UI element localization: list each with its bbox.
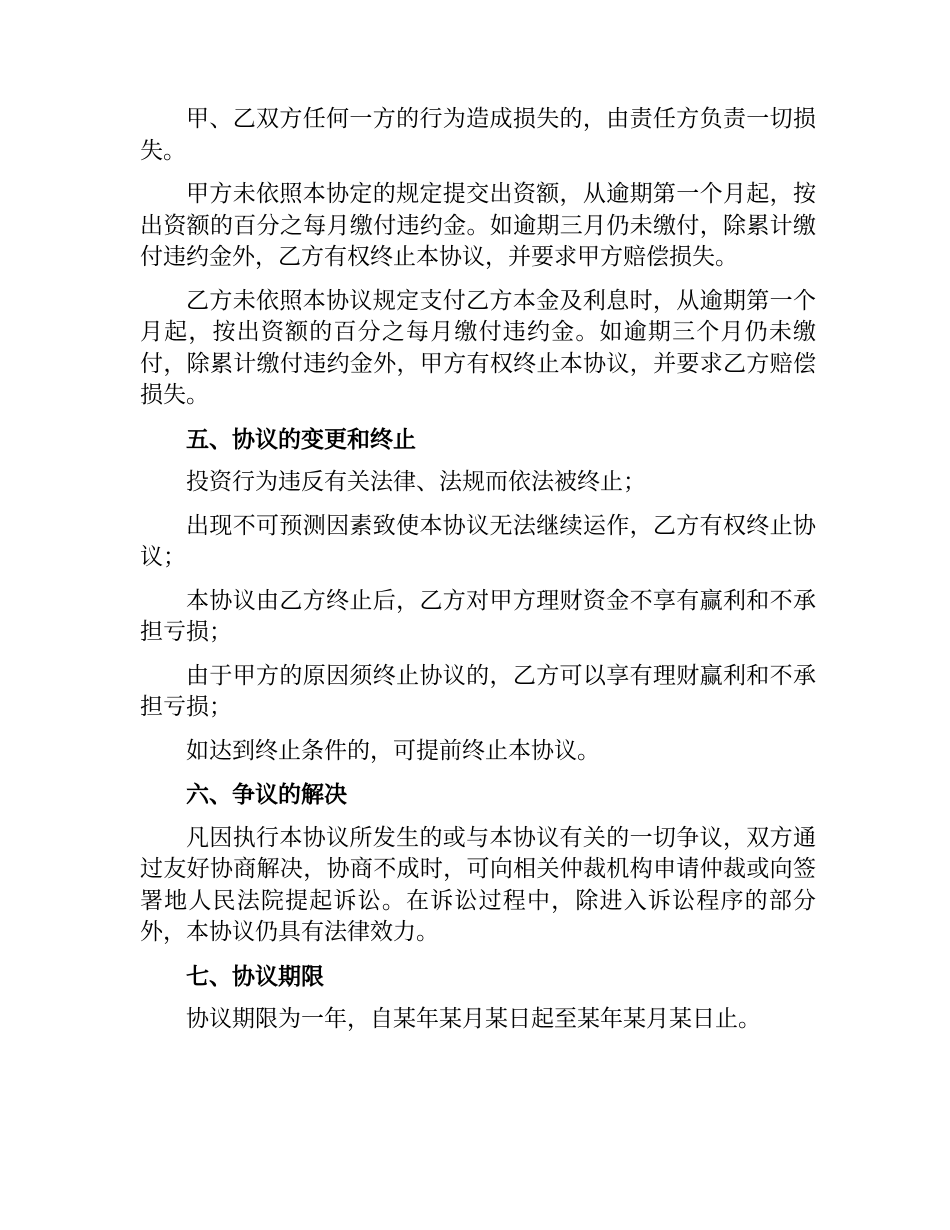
section-heading-dispute-resolution: 六、争议的解决 [186, 781, 347, 808]
paragraph-early-termination: 如达到终止条件的，可提前终止本协议。 [186, 737, 600, 764]
paragraph-termination-law: 投资行为违反有关法律、法规而依法被终止； [186, 469, 646, 495]
paragraph-party-b-default: 乙方未依照本协议规定支付乙方本金及利息时，从逾期第一个月起，按出资额的百分之每月缴付违约金。如逾期三个月仍未缴付，除累计缴付违约金外，甲方有权终止本协议，并要求乙方赔偿损失。 [140, 287, 816, 408]
paragraph-termination-unforeseen: 出现不可预测因素致使本协议无法继续运作，乙方有权终止协议； [140, 512, 816, 570]
paragraph-party-a-default: 甲方未依照本协定的规定提交出资额，从逾期第一个月起，按出资额的百分之每月缴付违约金。如逾期三月仍未缴付，除累计缴付违约金外，乙方有权终止本协议，并要求甲方赔偿损失。 [140, 181, 816, 270]
paragraph-termination-by-party-a: 由于甲方的原因须终止协议的，乙方可以享有理财赢利和不承担亏损； [140, 662, 816, 720]
document-body [140, 104, 816, 1048]
paragraph-termination-by-party-b: 本协议由乙方终止后，乙方对甲方理财资金不享有赢利和不承担亏损； [140, 587, 816, 645]
section-heading-agreement-term: 七、协议期限 [186, 962, 324, 990]
paragraph-agreement-term: 协议期限为一年，自某年某月某日起至某年某月某日止。 [186, 1006, 761, 1032]
paragraph-liability: 甲、乙双方任何一方的行为造成损失的，由责任方负责一切损失。 [140, 106, 816, 164]
section-heading-modification-termination: 五、协议的变更和终止 [186, 425, 416, 453]
paragraph-dispute-resolution: 凡因执行本协议所发生的或与本协议有关的一切争议，双方通过友好协商解决，协商不成时，可向相关仲裁机构申请仲裁或向签署地人民法院提起诉讼。在诉讼过程中，除进入诉讼程序的部分外，本协议仍具有法律效力。 [140, 824, 816, 945]
